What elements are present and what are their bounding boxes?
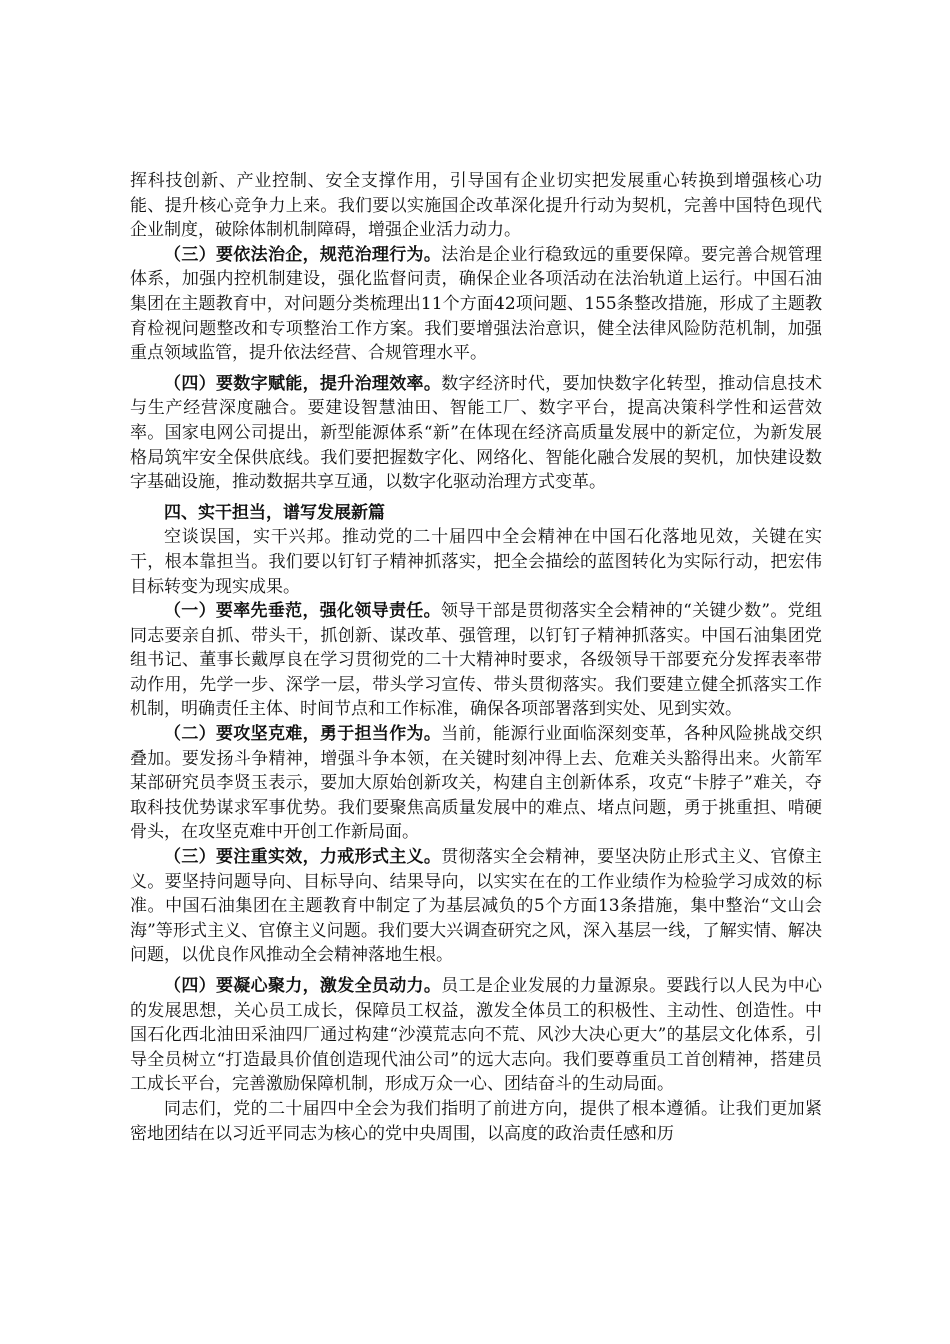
rule-of-law-lead: （三）要依法治企，规范治理行为。 [164, 244, 442, 265]
leadership-body: 领导干部是贯彻落实全会精神的“关键少数”。党组同志要亲自抓、带头干，抓创新、谋改革、强管理，以钉钉子精神抓落实。中国石油集团党组书记、董事长戴厚良在学习贯彻党的二十大精神时要求，各级领导干部要充分发挥表率带动作用，先学一步、深学一层，带头学习宣传、带头贯彻落实。我们要建立健全抓落实工作机制，明确责任主体、时间节点和工作标准，确保各项部署落到实处、见到实效。 [130, 601, 822, 720]
digital-empowerment-lead: （四）要数字赋能，提升治理效率。 [164, 373, 442, 394]
intro-continuation-paragraph [130, 169, 822, 243]
tackle-difficulties-lead: （二）要攻坚克难，勇于担当作为。 [164, 724, 442, 745]
closing-paragraph [130, 1097, 822, 1146]
section-four-heading: 四、实干担当，谱写发展新篇 [164, 502, 385, 523]
rule-of-law-body: 法治是企业行稳致远的重要保障。要完善合规管理体系，加强内控机制建设，强化监督问责，确保企业各项活动在法治轨道上运行。中国石油集团在主题教育中，对问题分类梳理出11个方面42项问题、155条整改措施，形成了主题教育检视问题整改和专项整治工作方案。我们要增强法治意识，健全法律风险防范机制，加强重点领域监管，提升依法经营、合规管理水平。 [130, 244, 823, 364]
leadership-lead: （一）要率先垂范，强化领导责任。 [164, 601, 441, 622]
leadership-paragraph [130, 599, 822, 722]
practical-results-lead: （三）要注重实效，力戒形式主义。 [164, 847, 442, 868]
rally-staff-lead: （四）要凝心聚力，激发全员动力。 [164, 976, 442, 996]
section-four-intro-text: 空谈误国，实干兴邦。推动党的二十届四中全会精神在中国石化落地见效，关键在实干，根本靠担当。我们要以钉钉子精神抓落实，把全会描绘的蓝图转化为实际行动，把宏伟目标转变为现实成果。 [130, 527, 822, 597]
document-page [130, 169, 822, 1146]
rally-staff-body: 员工是企业发展的力量源泉。要践行以人民为中心的发展思想，关心员工成长，保障员工权益，激发全体员工的积极性、主动性、创造性。中国石化西北油田采油四厂通过构建“沙漠荒志向不荒、风沙大决心更大”的基层文化体系，引导全员树立“打造最具价值创造现代油公司”的远大志向。我们要尊重员工首创精神，搭建员工成长平台，完善激励保障机制，形成万众一心、团结奋斗的生动局面。 [130, 976, 823, 1095]
tackle-difficulties-body: 当前，能源行业面临深刻变革，各种风险挑战交织叠加。要发扬斗争精神，增强斗争本领，在关键时刻冲得上去、危难关头豁得出来。火箭军某部研究员李贤玉表示，要加大原始创新攻关，构建自主创新体系，攻克“卡脖子”难关，夺取科技优势谋求军事优势。我们要聚焦高质量发展中的难点、堵点问题，勇于挑重担、啃硬骨头，在攻坚克难中开创工作新局面。 [130, 724, 823, 843]
intro-continuation-text: 挥科技创新、产业控制、安全支撑作用，引导国有企业切实把发展重心转换到增强核心功能、提升核心竞争力上来。我们要以实施国企改革深化提升行动为契机，完善中国特色现代企业制度，破除体制机制障碍，增强企业活力动力。 [130, 171, 822, 241]
section-four-intro-paragraph [130, 525, 822, 599]
tackle-difficulties-paragraph [130, 722, 822, 845]
digital-empowerment-paragraph [130, 372, 822, 495]
closing-text: 同志们，党的二十届四中全会为我们指明了前进方向，提供了根本遵循。让我们更加紧密地团结在以习近平同志为核心的党中央周围，以高度的政治责任感和历 [130, 1098, 822, 1144]
practical-results-paragraph [130, 845, 822, 968]
digital-empowerment-body: 数字经济时代，要加快数字化转型，推动信息技术与生产经营深度融合。要建设智慧油田、智能工厂、数字平台，提高决策科学性和运营效率。国家电网公司提出，新型能源体系“新”在体现在经济高质量发展中的新定位，为新发展格局筑牢安全保供底线。我们要把握数字化、网络化、智能化融合发展的契机，加快建设数字基础设施，推动数据共享互通，以数字化驱动治理方式变革。 [130, 373, 823, 493]
rule-of-law-paragraph [130, 243, 822, 366]
practical-results-body: 贯彻落实全会精神，要坚决防止形式主义、官僚主义。要坚持问题导向、目标导向、结果导向，以实实在在的工作业绩作为检验学习成效的标准。中国石油集团在主题教育中制定了为基层减负的5个方面13条措施，集中整治“文山会海”等形式主义、官僚主义问题。我们要大兴调查研究之风，深入基层一线，了解实情、解决问题，以优良作风推动全会精神落地生根。 [130, 847, 823, 966]
rally-staff-paragraph [130, 974, 822, 1097]
